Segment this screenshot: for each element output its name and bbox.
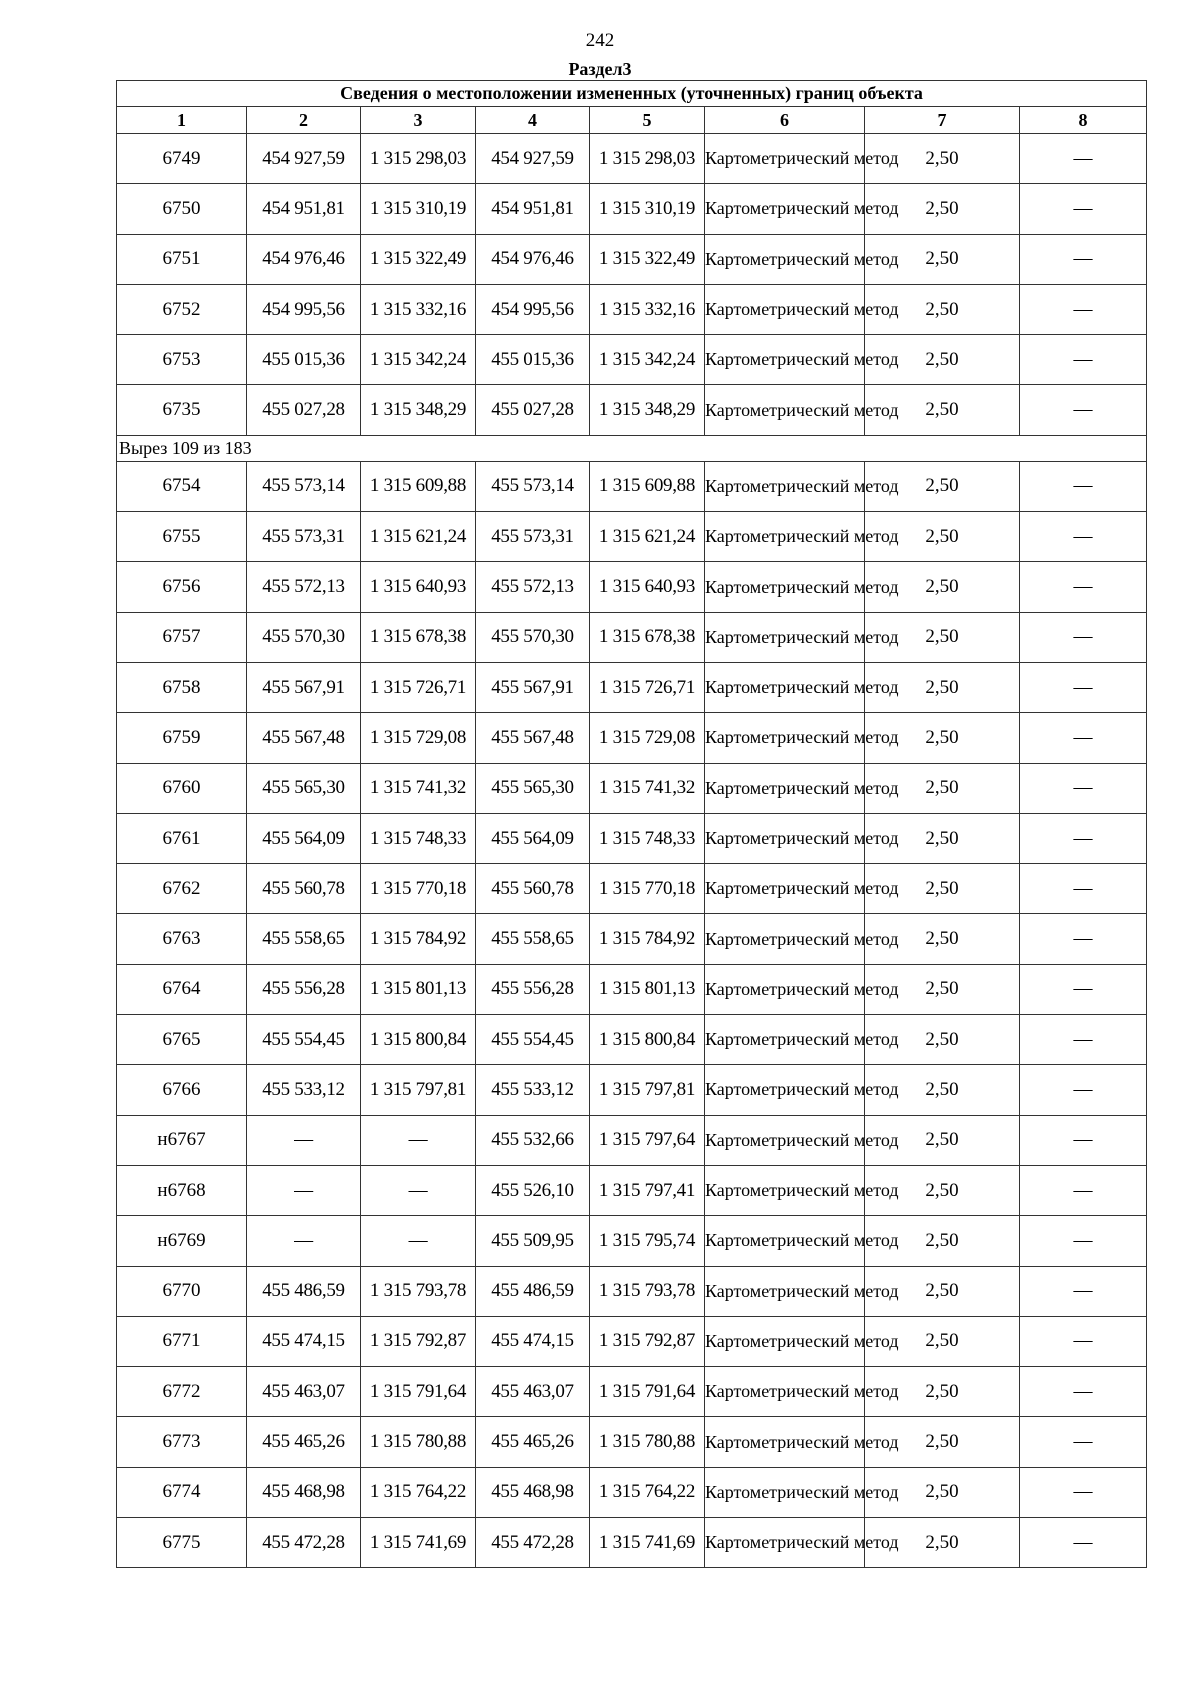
cell-y-existing: — <box>361 1216 476 1266</box>
cell-point-id: 6752 <box>117 284 247 334</box>
cell-method: Картометрический метод <box>705 1467 865 1517</box>
cell-x-refined: 455 463,07 <box>476 1367 590 1417</box>
cell-y-refined: 1 315 310,19 <box>590 184 705 234</box>
table-row <box>117 914 1147 964</box>
cell-description: — <box>1020 964 1147 1014</box>
cell-y-refined: 1 315 741,32 <box>590 763 705 813</box>
cell-y-refined: 1 315 332,16 <box>590 284 705 334</box>
cell-x-existing: 454 927,59 <box>247 134 361 184</box>
cell-x-refined: 455 486,59 <box>476 1266 590 1316</box>
cell-x-existing: 455 468,98 <box>247 1467 361 1517</box>
cell-y-existing: 1 315 310,19 <box>361 184 476 234</box>
cell-x-refined: 455 533,12 <box>476 1065 590 1115</box>
cell-method: Картометрический метод <box>705 134 865 184</box>
cell-x-existing: — <box>247 1115 361 1165</box>
column-number: 8 <box>1020 107 1147 134</box>
cell-point-id: 6764 <box>117 964 247 1014</box>
column-number: 2 <box>247 107 361 134</box>
cell-accuracy: 2,50 <box>865 1266 1020 1316</box>
cell-y-refined: 1 315 797,41 <box>590 1165 705 1215</box>
cell-x-refined: 455 509,95 <box>476 1216 590 1266</box>
cell-x-existing: 455 015,36 <box>247 335 361 385</box>
cell-y-refined: 1 315 792,87 <box>590 1316 705 1366</box>
cell-method: Картометрический метод <box>705 1115 865 1165</box>
cell-y-existing: 1 315 621,24 <box>361 512 476 562</box>
cell-method: Картометрический метод <box>705 512 865 562</box>
cell-x-refined: 455 565,30 <box>476 763 590 813</box>
cell-accuracy: 2,50 <box>865 134 1020 184</box>
table-row <box>117 1216 1147 1266</box>
cell-y-refined: 1 315 797,81 <box>590 1065 705 1115</box>
cell-x-existing: 455 567,48 <box>247 713 361 763</box>
table-row <box>117 713 1147 763</box>
cell-description: — <box>1020 1367 1147 1417</box>
cell-y-refined: 1 315 342,24 <box>590 335 705 385</box>
cell-point-id: н6768 <box>117 1165 247 1215</box>
cell-x-refined: 454 995,56 <box>476 284 590 334</box>
cell-point-id: 6753 <box>117 335 247 385</box>
cell-method: Картометрический метод <box>705 612 865 662</box>
cell-method: Картометрический метод <box>705 184 865 234</box>
cell-y-existing: 1 315 784,92 <box>361 914 476 964</box>
cell-point-id: 6774 <box>117 1467 247 1517</box>
cell-y-refined: 1 315 784,92 <box>590 914 705 964</box>
cell-x-refined: 455 564,09 <box>476 813 590 863</box>
cell-x-refined: 454 951,81 <box>476 184 590 234</box>
cell-y-refined: 1 315 322,49 <box>590 234 705 284</box>
cell-x-refined: 455 567,91 <box>476 662 590 712</box>
cell-description: — <box>1020 1467 1147 1517</box>
table-row <box>117 612 1147 662</box>
cell-x-existing: 455 554,45 <box>247 1015 361 1065</box>
cell-description: — <box>1020 461 1147 511</box>
cell-x-refined: 455 560,78 <box>476 864 590 914</box>
cell-accuracy: 2,50 <box>865 1065 1020 1115</box>
cell-description: — <box>1020 864 1147 914</box>
table-row <box>117 964 1147 1014</box>
cell-y-refined: 1 315 793,78 <box>590 1266 705 1316</box>
cell-x-existing: 455 558,65 <box>247 914 361 964</box>
cell-description: — <box>1020 914 1147 964</box>
table-row <box>117 1115 1147 1165</box>
cell-y-refined: 1 315 621,24 <box>590 512 705 562</box>
section-title: Раздел3 <box>568 59 632 79</box>
cell-x-existing: 455 573,31 <box>247 512 361 562</box>
table-row <box>117 512 1147 562</box>
cell-accuracy: 2,50 <box>865 662 1020 712</box>
column-number: 4 <box>476 107 590 134</box>
table-row <box>117 562 1147 612</box>
cell-y-refined: 1 315 800,84 <box>590 1015 705 1065</box>
cell-description: — <box>1020 284 1147 334</box>
cell-x-existing: 455 486,59 <box>247 1266 361 1316</box>
cell-point-id: 6763 <box>117 914 247 964</box>
page-number: 242 <box>585 30 615 51</box>
table-row <box>117 284 1147 334</box>
cell-y-refined: 1 315 748,33 <box>590 813 705 863</box>
cell-method: Картометрический метод <box>705 713 865 763</box>
cell-method: Картометрический метод <box>705 1065 865 1115</box>
cell-accuracy: 2,50 <box>865 184 1020 234</box>
cell-method: Картометрический метод <box>705 1216 865 1266</box>
cell-y-existing: 1 315 348,29 <box>361 385 476 435</box>
cell-y-existing: 1 315 741,69 <box>361 1518 476 1568</box>
cell-x-refined: 455 570,30 <box>476 612 590 662</box>
cell-y-existing: 1 315 770,18 <box>361 864 476 914</box>
cell-description: — <box>1020 763 1147 813</box>
cell-y-existing: 1 315 729,08 <box>361 713 476 763</box>
cell-accuracy: 2,50 <box>865 1165 1020 1215</box>
table-caption-row <box>117 81 1147 107</box>
table-row <box>117 763 1147 813</box>
cell-accuracy: 2,50 <box>865 385 1020 435</box>
cell-method: Картометрический метод <box>705 335 865 385</box>
cell-method: Картометрический метод <box>705 1367 865 1417</box>
cell-y-existing: 1 315 640,93 <box>361 562 476 612</box>
cell-x-refined: 455 526,10 <box>476 1165 590 1215</box>
cell-point-id: н6769 <box>117 1216 247 1266</box>
cell-description: — <box>1020 1417 1147 1467</box>
cell-x-existing: 455 463,07 <box>247 1367 361 1417</box>
cell-y-existing: — <box>361 1165 476 1215</box>
cell-x-refined: 455 556,28 <box>476 964 590 1014</box>
cell-x-refined: 455 472,28 <box>476 1518 590 1568</box>
cell-x-existing: 455 472,28 <box>247 1518 361 1568</box>
table-row <box>117 385 1147 435</box>
cell-x-existing: 455 564,09 <box>247 813 361 863</box>
cell-method: Картометрический метод <box>705 662 865 712</box>
cell-description: — <box>1020 134 1147 184</box>
table-row <box>117 1266 1147 1316</box>
cell-point-id: 6749 <box>117 134 247 184</box>
cell-y-existing: 1 315 748,33 <box>361 813 476 863</box>
cell-y-refined: 1 315 797,64 <box>590 1115 705 1165</box>
cell-accuracy: 2,50 <box>865 1518 1020 1568</box>
cell-point-id: 6761 <box>117 813 247 863</box>
cell-method: Картометрический метод <box>705 1316 865 1366</box>
cell-y-existing: 1 315 801,13 <box>361 964 476 1014</box>
cell-x-existing: 455 565,30 <box>247 763 361 813</box>
cell-description: — <box>1020 1216 1147 1266</box>
column-number: 1 <box>117 107 247 134</box>
cell-method: Картометрический метод <box>705 1165 865 1215</box>
table-row <box>117 662 1147 712</box>
cell-method: Картометрический метод <box>705 461 865 511</box>
table-row <box>117 1015 1147 1065</box>
cell-point-id: 6750 <box>117 184 247 234</box>
cell-point-id: 6757 <box>117 612 247 662</box>
cell-point-id: н6767 <box>117 1115 247 1165</box>
cell-x-refined: 455 468,98 <box>476 1467 590 1517</box>
cell-accuracy: 2,50 <box>865 713 1020 763</box>
cell-x-refined: 455 027,28 <box>476 385 590 435</box>
cell-description: — <box>1020 612 1147 662</box>
cutout-label: Вырез 109 из 183 <box>117 435 1147 461</box>
cell-accuracy: 2,50 <box>865 562 1020 612</box>
cell-point-id: 6766 <box>117 1065 247 1115</box>
cell-y-existing: 1 315 780,88 <box>361 1417 476 1467</box>
column-number: 6 <box>705 107 865 134</box>
cell-method: Картометрический метод <box>705 385 865 435</box>
cell-point-id: 6758 <box>117 662 247 712</box>
cell-description: — <box>1020 1266 1147 1316</box>
cell-point-id: 6772 <box>117 1367 247 1417</box>
cell-accuracy: 2,50 <box>865 1467 1020 1517</box>
cell-y-refined: 1 315 795,74 <box>590 1216 705 1266</box>
cell-x-refined: 455 573,31 <box>476 512 590 562</box>
cell-accuracy: 2,50 <box>865 335 1020 385</box>
cell-method: Картометрический метод <box>705 813 865 863</box>
table-row <box>117 1367 1147 1417</box>
cell-y-refined: 1 315 678,38 <box>590 612 705 662</box>
cell-accuracy: 2,50 <box>865 964 1020 1014</box>
cell-y-refined: 1 315 791,64 <box>590 1367 705 1417</box>
cell-x-refined: 455 573,14 <box>476 461 590 511</box>
cell-accuracy: 2,50 <box>865 1216 1020 1266</box>
cell-x-refined: 455 567,48 <box>476 713 590 763</box>
cell-description: — <box>1020 562 1147 612</box>
table-row <box>117 1518 1147 1568</box>
cell-point-id: 6770 <box>117 1266 247 1316</box>
cell-y-refined: 1 315 780,88 <box>590 1417 705 1467</box>
cell-point-id: 6775 <box>117 1518 247 1568</box>
cell-y-existing: 1 315 298,03 <box>361 134 476 184</box>
cell-method: Картометрический метод <box>705 1266 865 1316</box>
cell-point-id: 6762 <box>117 864 247 914</box>
cell-accuracy: 2,50 <box>865 763 1020 813</box>
cell-y-refined: 1 315 609,88 <box>590 461 705 511</box>
cell-x-existing: — <box>247 1216 361 1266</box>
cell-accuracy: 2,50 <box>865 864 1020 914</box>
cell-description: — <box>1020 1115 1147 1165</box>
cell-x-existing: 455 474,15 <box>247 1316 361 1366</box>
cell-point-id: 6751 <box>117 234 247 284</box>
cell-y-refined: 1 315 801,13 <box>590 964 705 1014</box>
cell-y-refined: 1 315 640,93 <box>590 562 705 612</box>
cell-description: — <box>1020 713 1147 763</box>
cell-point-id: 6754 <box>117 461 247 511</box>
cell-accuracy: 2,50 <box>865 461 1020 511</box>
table-row <box>117 461 1147 511</box>
column-number: 7 <box>865 107 1020 134</box>
cell-point-id: 6773 <box>117 1417 247 1467</box>
cell-description: — <box>1020 1015 1147 1065</box>
cell-description: — <box>1020 1165 1147 1215</box>
cell-accuracy: 2,50 <box>865 612 1020 662</box>
cell-y-refined: 1 315 348,29 <box>590 385 705 435</box>
cell-y-refined: 1 315 729,08 <box>590 713 705 763</box>
cell-point-id: 6760 <box>117 763 247 813</box>
cell-accuracy: 2,50 <box>865 914 1020 964</box>
cell-y-existing: 1 315 678,38 <box>361 612 476 662</box>
cell-accuracy: 2,50 <box>865 512 1020 562</box>
cell-x-refined: 454 927,59 <box>476 134 590 184</box>
cell-x-existing: 454 995,56 <box>247 284 361 334</box>
cell-method: Картометрический метод <box>705 284 865 334</box>
cell-method: Картометрический метод <box>705 1518 865 1568</box>
cell-x-refined: 454 976,46 <box>476 234 590 284</box>
cell-point-id: 6765 <box>117 1015 247 1065</box>
column-number: 3 <box>361 107 476 134</box>
cell-y-refined: 1 315 770,18 <box>590 864 705 914</box>
cell-y-refined: 1 315 764,22 <box>590 1467 705 1517</box>
cell-method: Картометрический метод <box>705 763 865 813</box>
cell-x-refined: 455 554,45 <box>476 1015 590 1065</box>
table-header <box>117 81 1147 134</box>
table-row <box>117 134 1147 184</box>
table-row <box>117 234 1147 284</box>
cell-x-existing: 455 533,12 <box>247 1065 361 1115</box>
cell-y-existing: 1 315 764,22 <box>361 1467 476 1517</box>
column-number: 5 <box>590 107 705 134</box>
cell-method: Картометрический метод <box>705 914 865 964</box>
cell-x-refined: 455 474,15 <box>476 1316 590 1366</box>
cell-x-existing: 454 951,81 <box>247 184 361 234</box>
cell-point-id: 6755 <box>117 512 247 562</box>
cell-description: — <box>1020 1518 1147 1568</box>
table-row <box>117 335 1147 385</box>
cell-accuracy: 2,50 <box>865 1367 1020 1417</box>
cell-x-existing: 455 027,28 <box>247 385 361 435</box>
cell-description: — <box>1020 385 1147 435</box>
cell-y-existing: 1 315 797,81 <box>361 1065 476 1115</box>
cutout-row <box>117 435 1147 461</box>
cell-description: — <box>1020 512 1147 562</box>
cell-point-id: 6756 <box>117 562 247 612</box>
cell-y-existing: 1 315 791,64 <box>361 1367 476 1417</box>
cell-description: — <box>1020 813 1147 863</box>
cell-y-existing: 1 315 322,49 <box>361 234 476 284</box>
table-body <box>117 134 1147 1568</box>
cell-description: — <box>1020 1065 1147 1115</box>
cell-y-existing: 1 315 741,32 <box>361 763 476 813</box>
cell-point-id: 6771 <box>117 1316 247 1366</box>
cell-y-refined: 1 315 741,69 <box>590 1518 705 1568</box>
cell-accuracy: 2,50 <box>865 1115 1020 1165</box>
cell-x-refined: 455 015,36 <box>476 335 590 385</box>
cell-accuracy: 2,50 <box>865 813 1020 863</box>
cell-y-refined: 1 315 726,71 <box>590 662 705 712</box>
cell-accuracy: 2,50 <box>865 1417 1020 1467</box>
cell-x-refined: 455 572,13 <box>476 562 590 612</box>
cell-x-existing: 455 465,26 <box>247 1417 361 1467</box>
table-row <box>117 1467 1147 1517</box>
cell-x-refined: 455 532,66 <box>476 1115 590 1165</box>
cell-x-existing: 455 572,13 <box>247 562 361 612</box>
cell-accuracy: 2,50 <box>865 1015 1020 1065</box>
cell-x-existing: 454 976,46 <box>247 234 361 284</box>
cell-description: — <box>1020 662 1147 712</box>
cell-accuracy: 2,50 <box>865 234 1020 284</box>
cell-y-existing: 1 315 800,84 <box>361 1015 476 1065</box>
cell-x-existing: 455 556,28 <box>247 964 361 1014</box>
table-row <box>117 1065 1147 1115</box>
cell-x-existing: 455 573,14 <box>247 461 361 511</box>
cell-y-existing: 1 315 793,78 <box>361 1266 476 1316</box>
table-caption: Сведения о местоположении измененных (уточненных) границ объекта <box>117 81 1147 107</box>
cell-point-id: 6735 <box>117 385 247 435</box>
table-row <box>117 1316 1147 1366</box>
cell-x-refined: 455 465,26 <box>476 1417 590 1467</box>
cell-method: Картометрический метод <box>705 1015 865 1065</box>
cell-x-existing: — <box>247 1165 361 1215</box>
cell-x-existing: 455 567,91 <box>247 662 361 712</box>
cell-accuracy: 2,50 <box>865 284 1020 334</box>
cell-x-existing: 455 570,30 <box>247 612 361 662</box>
cell-y-existing: — <box>361 1115 476 1165</box>
cell-point-id: 6759 <box>117 713 247 763</box>
cell-x-existing: 455 560,78 <box>247 864 361 914</box>
cell-y-existing: 1 315 609,88 <box>361 461 476 511</box>
cell-description: — <box>1020 1316 1147 1366</box>
cell-description: — <box>1020 335 1147 385</box>
column-number-row <box>117 107 1147 134</box>
cell-accuracy: 2,50 <box>865 1316 1020 1366</box>
cell-method: Картометрический метод <box>705 964 865 1014</box>
cell-method: Картометрический метод <box>705 1417 865 1467</box>
table-row <box>117 864 1147 914</box>
table-row <box>117 1165 1147 1215</box>
table-row <box>117 1417 1147 1467</box>
cell-x-refined: 455 558,65 <box>476 914 590 964</box>
cell-y-existing: 1 315 332,16 <box>361 284 476 334</box>
coordinates-table <box>116 80 1147 1568</box>
cell-description: — <box>1020 234 1147 284</box>
cell-y-existing: 1 315 726,71 <box>361 662 476 712</box>
table-row <box>117 813 1147 863</box>
cell-method: Картометрический метод <box>705 864 865 914</box>
table-row <box>117 184 1147 234</box>
cell-method: Картометрический метод <box>705 234 865 284</box>
cell-description: — <box>1020 184 1147 234</box>
cell-y-refined: 1 315 298,03 <box>590 134 705 184</box>
cell-y-existing: 1 315 792,87 <box>361 1316 476 1366</box>
cell-method: Картометрический метод <box>705 562 865 612</box>
cell-y-existing: 1 315 342,24 <box>361 335 476 385</box>
